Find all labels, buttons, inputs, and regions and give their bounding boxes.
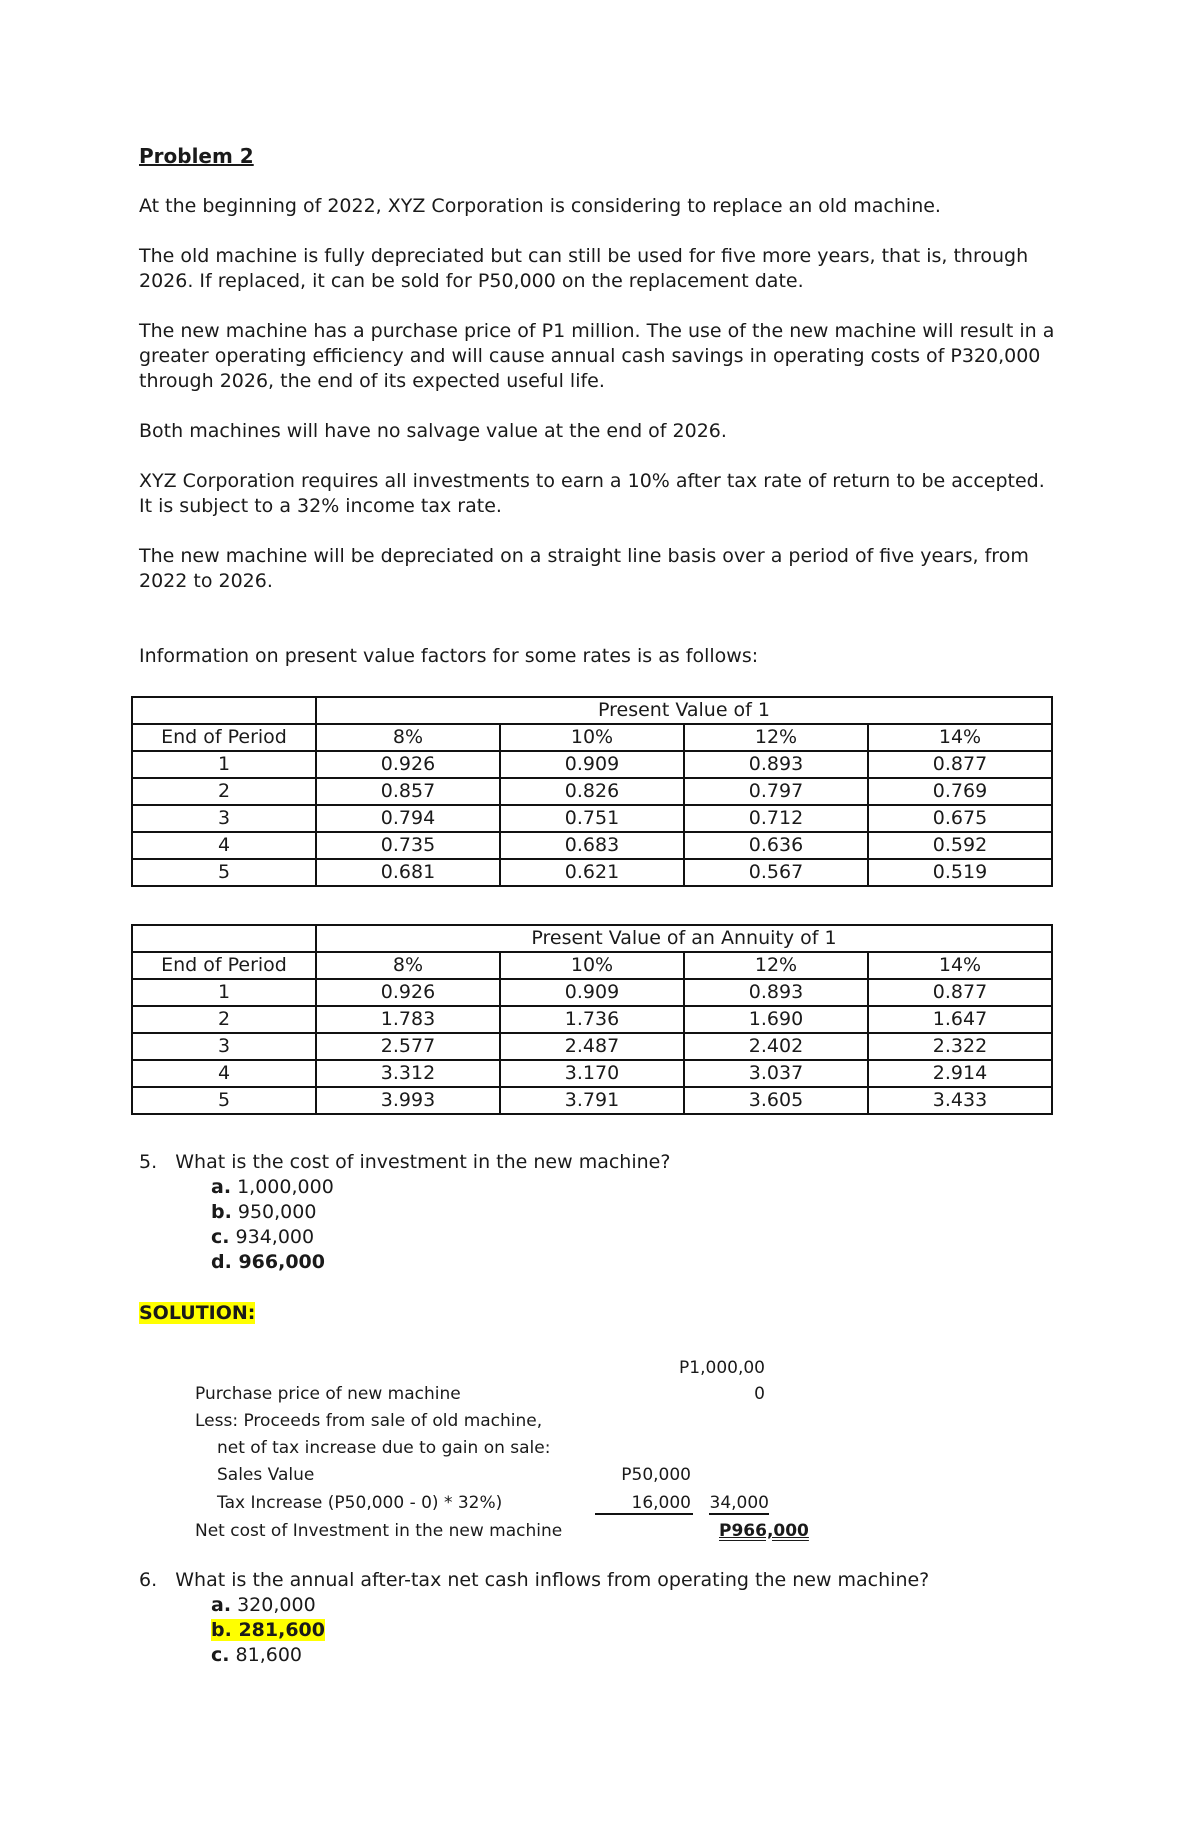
- table-cell: 0.751: [500, 805, 684, 832]
- header-cell: 10%: [500, 724, 684, 751]
- table-row: [132, 778, 1052, 805]
- pv-annuity-table: [131, 924, 1053, 1115]
- option-letter: b.: [211, 1619, 232, 1641]
- table-cell: 3.791: [500, 1087, 684, 1114]
- table-cell: 0.519: [868, 859, 1052, 886]
- question-number: 5.: [139, 1151, 158, 1173]
- table-header-row: [132, 952, 1052, 979]
- header-cell: End of Period: [132, 724, 316, 751]
- table-cell: 0.567: [684, 859, 868, 886]
- option-value: 934,000: [235, 1226, 315, 1248]
- purchase-value-line2: 0: [754, 1384, 765, 1404]
- header-cell: 12%: [684, 952, 868, 979]
- table-cell: 0.794: [316, 805, 500, 832]
- option-letter: c.: [211, 1644, 230, 1666]
- table-cell: 3.605: [684, 1087, 868, 1114]
- table-cell: 1.690: [684, 1006, 868, 1033]
- table-cell: 0.857: [316, 778, 500, 805]
- table-cell: 3.037: [684, 1060, 868, 1087]
- table-cell: 2.487: [500, 1033, 684, 1060]
- header-cell: 10%: [500, 952, 684, 979]
- option-value: 966,000: [238, 1251, 325, 1273]
- option-value: 1,000,000: [237, 1176, 334, 1198]
- solution-label: SOLUTION:: [139, 1302, 256, 1324]
- option-value: 81,600: [235, 1644, 303, 1666]
- table-row: [132, 751, 1052, 778]
- sales-label: Sales Value: [217, 1465, 315, 1485]
- table-cell: 0.683: [500, 832, 684, 859]
- table-cell: 1.783: [316, 1006, 500, 1033]
- table-cell: 2.914: [868, 1060, 1052, 1087]
- net-proceeds: 34,000: [709, 1493, 769, 1513]
- option-letter: d.: [211, 1251, 232, 1273]
- table-cell: 0.797: [684, 778, 868, 805]
- table-title: Present Value of 1: [316, 697, 1052, 724]
- table-cell: 1.736: [500, 1006, 684, 1033]
- table-row: [132, 832, 1052, 859]
- header-cell: 8%: [316, 724, 500, 751]
- table-row: [132, 1033, 1052, 1060]
- table-corner-cell: [132, 697, 316, 724]
- table-cell: 0.636: [684, 832, 868, 859]
- option-a: [211, 1175, 334, 1200]
- table-cell: 2: [132, 1006, 316, 1033]
- question-5: [139, 1150, 670, 1175]
- table-row: [132, 1087, 1052, 1114]
- paragraph-depreciation: The new machine will be depreciated on a straight line basis over a period of five years, from 2022 to 2026.: [139, 545, 1029, 592]
- purchase-value-line1: P1,000,00: [679, 1358, 765, 1378]
- table-cell: 1: [132, 751, 316, 778]
- paragraph-old-machine: The old machine is fully depreciated but can still be used for five more years, that is, through 2026. If replaced, it can be sold for P50,000 on the replacement date.: [139, 245, 1029, 292]
- table-cell: 0.712: [684, 805, 868, 832]
- header-cell: 14%: [868, 952, 1052, 979]
- question-number: 6.: [139, 1569, 158, 1591]
- purchase-label: Purchase price of new machine: [195, 1384, 461, 1404]
- less-label-2: net of tax increase due to gain on sale:: [217, 1438, 551, 1458]
- option-b-highlight: [211, 1619, 325, 1641]
- table-cell: 0.909: [500, 751, 684, 778]
- table-cell: 2.322: [868, 1033, 1052, 1060]
- table-cell: 2: [132, 778, 316, 805]
- table-cell: 0.675: [868, 805, 1052, 832]
- table-cell: 5: [132, 1087, 316, 1114]
- table-cell: 0.592: [868, 832, 1052, 859]
- table-row: [132, 1006, 1052, 1033]
- header-cell: 8%: [316, 952, 500, 979]
- table-title-row: [132, 697, 1052, 724]
- table-row: [132, 1060, 1052, 1087]
- header-cell: End of Period: [132, 952, 316, 979]
- option-letter: a.: [211, 1594, 232, 1616]
- header-cell: 14%: [868, 724, 1052, 751]
- question-text: What is the cost of investment in the new machine?: [175, 1151, 671, 1173]
- table-title-row: [132, 925, 1052, 952]
- table-cell: 5: [132, 859, 316, 886]
- table-cell: 0.877: [868, 751, 1052, 778]
- table-title: Present Value of an Annuity of 1: [316, 925, 1052, 952]
- option-b: [211, 1200, 334, 1225]
- table-cell: 0.681: [316, 859, 500, 886]
- header-cell: 12%: [684, 724, 868, 751]
- table-header-row: [132, 724, 1052, 751]
- table-corner-cell: [132, 925, 316, 952]
- table-cell: 2.577: [316, 1033, 500, 1060]
- option-value: 281,600: [238, 1619, 325, 1641]
- table-row: [132, 805, 1052, 832]
- option-c: [211, 1643, 325, 1668]
- table-cell: 3.993: [316, 1087, 500, 1114]
- table-cell: 3.433: [868, 1087, 1052, 1114]
- option-letter: c.: [211, 1226, 230, 1248]
- less-label: Less: Proceeds from sale of old machine,: [195, 1411, 543, 1431]
- table-cell: 0.926: [316, 751, 500, 778]
- table-cell: 0.769: [868, 778, 1052, 805]
- table-cell: 0.926: [316, 979, 500, 1006]
- table-cell: 3: [132, 1033, 316, 1060]
- problem-title: Problem 2: [139, 144, 254, 168]
- option-d-correct: [211, 1250, 334, 1275]
- option-value: 320,000: [237, 1594, 316, 1616]
- question-6-options: [211, 1593, 325, 1668]
- table-row: [132, 979, 1052, 1006]
- table-cell: 0.877: [868, 979, 1052, 1006]
- paragraph-pv-intro: Information on present value factors for some rates is as follows:: [139, 645, 759, 667]
- paragraph-rate: XYZ Corporation requires all investments to earn a 10% after tax rate of return to be accepted. It is subject to a 32% income tax rate.: [139, 470, 1045, 517]
- option-b-correct: [211, 1618, 325, 1643]
- question-6: [139, 1568, 929, 1593]
- table-cell: 0.893: [684, 979, 868, 1006]
- option-c: [211, 1225, 334, 1250]
- question-text: What is the annual after-tax net cash inflows from operating the new machine?: [175, 1569, 930, 1591]
- table-cell: 4: [132, 1060, 316, 1087]
- question-5-options: [211, 1175, 334, 1275]
- table-cell: 0.909: [500, 979, 684, 1006]
- table-cell: 1: [132, 979, 316, 1006]
- option-letter: b.: [211, 1201, 232, 1223]
- paragraph-new-machine: The new machine has a purchase price of P1 million. The use of the new machine will result in a greater operating efficiency and will cause annual cash savings in operating costs of P320,000 through 2026, the end of its expected useful life.: [139, 320, 1055, 392]
- paragraph-intro: At the beginning of 2022, XYZ Corporation is considering to replace an old machine.: [139, 195, 941, 217]
- option-letter: a.: [211, 1176, 232, 1198]
- table-cell: 1.647: [868, 1006, 1052, 1033]
- table-cell: 3.312: [316, 1060, 500, 1087]
- table-cell: 0.735: [316, 832, 500, 859]
- paragraph-salvage: Both machines will have no salvage value at the end of 2026.: [139, 420, 727, 442]
- tax-value: 16,000: [595, 1493, 693, 1515]
- pv-of-1-table: [131, 696, 1053, 887]
- table-cell: 0.621: [500, 859, 684, 886]
- table-cell: 2.402: [684, 1033, 868, 1060]
- option-value: 950,000: [237, 1201, 317, 1223]
- table-cell: 0.893: [684, 751, 868, 778]
- table-cell: 0.826: [500, 778, 684, 805]
- table-row: [132, 859, 1052, 886]
- table-cell: 3.170: [500, 1060, 684, 1087]
- option-a: [211, 1593, 325, 1618]
- table-cell: 4: [132, 832, 316, 859]
- table-cell: 3: [132, 805, 316, 832]
- sales-value: P50,000: [621, 1465, 691, 1485]
- net-cost-label: Net cost of Investment in the new machine: [195, 1521, 563, 1541]
- net-cost-value: P966,000: [719, 1521, 809, 1541]
- tax-label: Tax Increase (P50,000 - 0) * 32%): [217, 1493, 503, 1513]
